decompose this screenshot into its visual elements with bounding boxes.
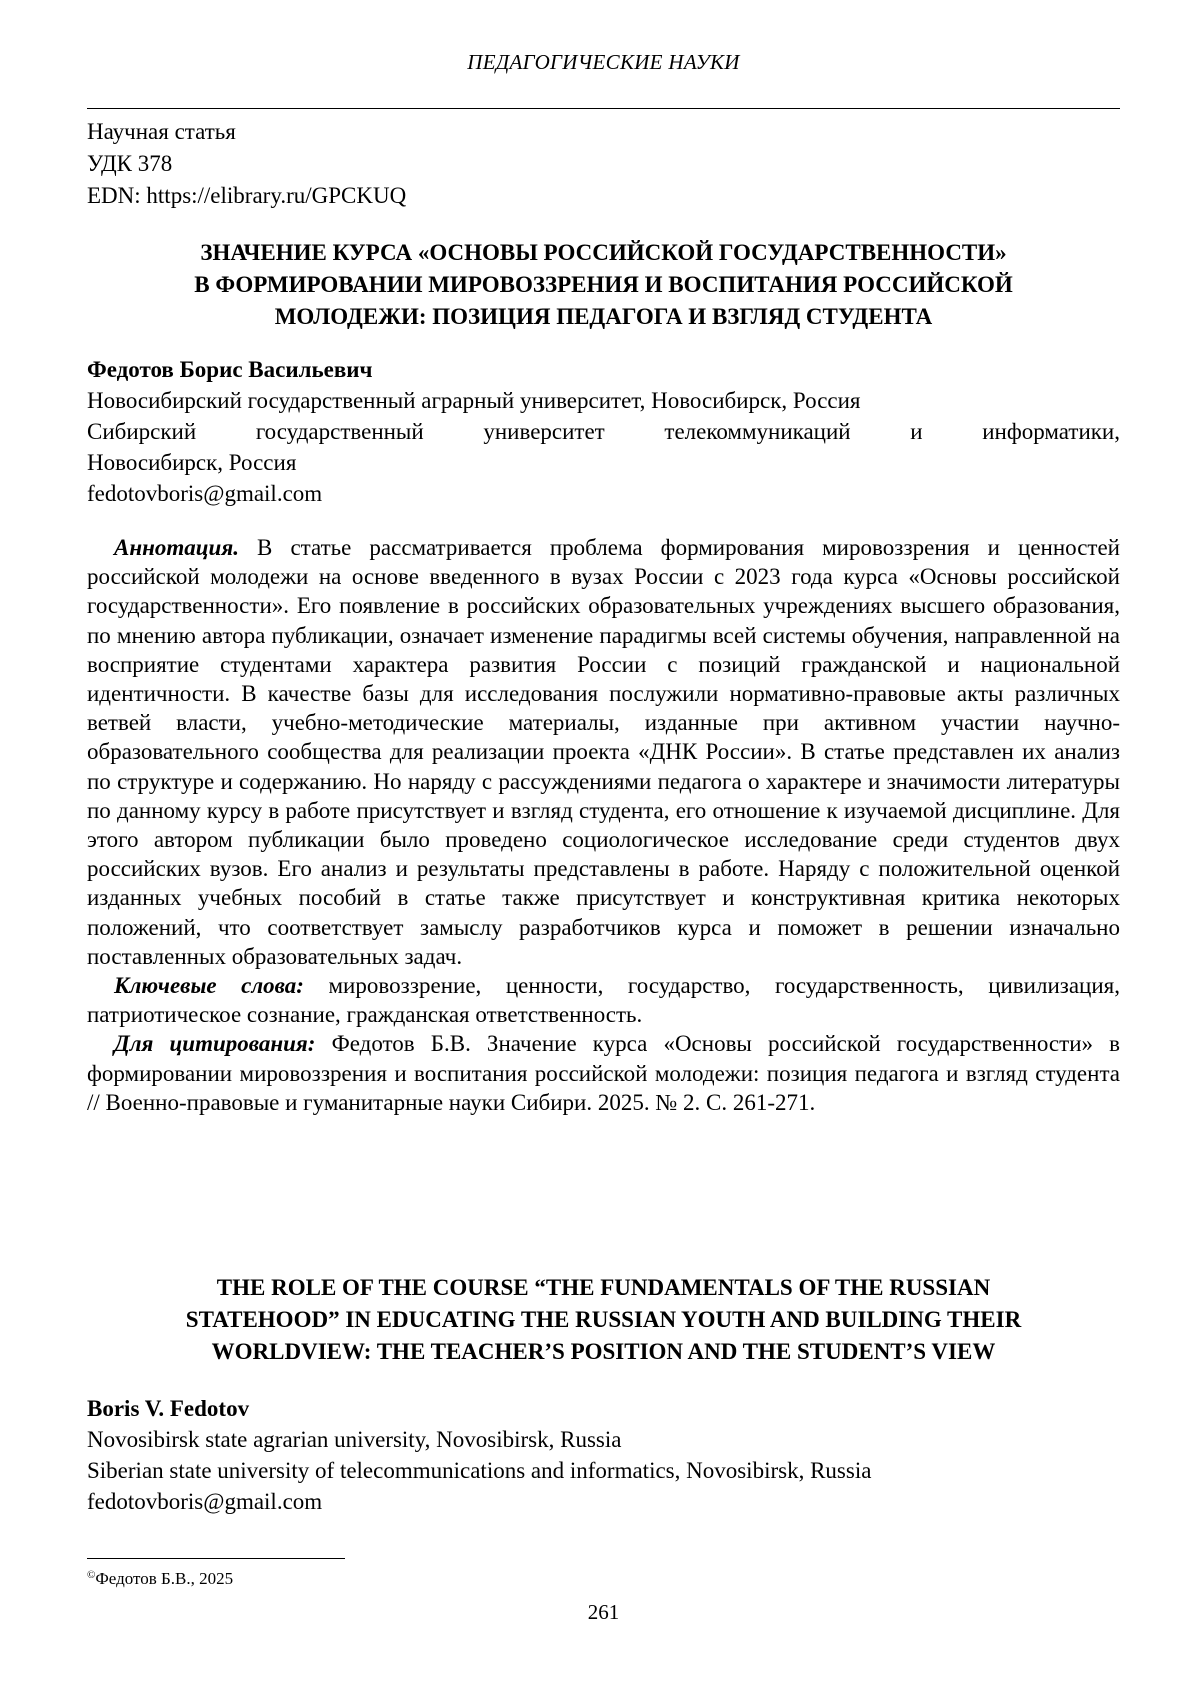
article-title-ru (87, 237, 1120, 333)
author-name-en: Boris V. Fedotov (87, 1396, 250, 1421)
edn-link[interactable]: EDN: https://elibrary.ru/GPCKUQ (87, 183, 407, 208)
citation-text: Федотов Б.В. Значение курса «Основы российской государственности» в формировании мировоззрения и воспитания российской молодежи: позиция педагога и взгляд студента // Военно-правовые и гуманитарные науки Сибири. 2025. № 2. С. 261-271. (87, 1031, 1120, 1115)
article-title-en (87, 1272, 1120, 1368)
title-ru-line: МОЛОДЕЖИ: ПОЗИЦИЯ ПЕДАГОГА И ВЗГЛЯД СТУДЕНТА (274, 304, 933, 329)
keywords-text: мировоззрение, ценности, государство, государственность, цивилизация, патриотическое сознание, гражданская ответственность. (87, 973, 1121, 1028)
affiliation-ru-2-cont: Новосибирск, Россия (87, 450, 297, 475)
page-number: 261 (587, 1600, 620, 1624)
abstract-paragraph (87, 533, 1120, 971)
author-block-ru (87, 354, 1120, 509)
author-name-ru: Федотов Борис Васильевич (87, 357, 373, 382)
copyright-mark: © (87, 1569, 96, 1581)
author-block-en (87, 1393, 1120, 1517)
title-en-line: STATEHOOD” IN EDUCATING THE RUSSIAN YOUTH AND BUILDING THEIR (185, 1307, 1022, 1332)
article-page (87, 0, 1120, 1697)
header-divider (87, 108, 1120, 109)
title-en-line: WORLDVIEW: THE TEACHER’S POSITION AND THE STUDENT’S VIEW (211, 1339, 996, 1364)
footnote-divider (87, 1558, 345, 1559)
article-meta (87, 116, 406, 212)
title-ru-line: В ФОРМИРОВАНИИ МИРОВОЗЗРЕНИЯ И ВОСПИТАНИЯ РОССИЙСКОЙ (194, 272, 1013, 297)
article-type: Научная статья (87, 119, 236, 144)
abstract-text: В статье рассматривается проблема формирования мировоззрения и ценностей российской молодежи на основе введенного в вузах России с 2023 года курса «Основы российской государственности». Его появление в российских образовательных учреждениях высшего образования, по мнению автора публикации, означает изменение парадигмы всей системы обучения, направленной на восприятие студентами характера развития России с позиций гражданской и национальной идентичности. В качестве базы для исследования послужили нормативно-правовые акты различных ветвей власти, учебно-методические материалы, изданные при активном участии научно-образовательного сообщества для реализации проекта «ДНК России». В статье представлен их анализ по структуре и содержанию. Но наряду с рассуждениями педагога о характере и значимости литературы по данному курсу в работе присутствует и взгляд студента, его отношение к изучаемой дисциплине. Для этого автором публикации было проведено социологическое исследование среди студентов двух российских вузов. Его анализ и результаты представлены в работе. Наряду с положительной оценкой изданных учебных пособий в статье также присутствует и конструктивная критика некоторых положений, что соответствует замыслу разработчиков курса и поможет в решении изначально поставленных образовательных задач. (87, 535, 1120, 969)
footnote-text: Федотов Б.В., 2025 (95, 1569, 234, 1588)
udk-code: УДК 378 (87, 151, 173, 176)
keywords-label: Ключевые слова: (114, 973, 304, 999)
title-ru-line: ЗНАЧЕНИЕ КУРСА «ОСНОВЫ РОССИЙСКОЙ ГОСУДАРСТВЕННОСТИ» (200, 240, 1007, 265)
affiliation-en-1: Novosibirsk state agrarian university, Novosibirsk, Russia (87, 1427, 622, 1452)
citation-paragraph (87, 1029, 1120, 1117)
running-head: ПЕДАГОГИЧЕСКИЕ НАУКИ (467, 50, 740, 74)
abstract-label: Аннотация. (114, 535, 239, 560)
affiliation-en-2: Siberian state university of telecommunications and informatics, Novosibirsk, Russia (87, 1458, 872, 1483)
keywords-paragraph (87, 971, 1120, 1029)
abstract-section (87, 533, 1120, 1117)
citation-label: Для цитирования: (114, 1031, 316, 1057)
affiliation-ru-1: Новосибирский государственный аграрный университет, Новосибирск, Россия (87, 388, 861, 413)
author-email-ru[interactable]: fedotovboris@gmail.com (87, 481, 323, 506)
copyright-footnote (87, 1564, 233, 1590)
affiliation-ru-2: Сибирский государственный университет телекоммуникаций и информатики, (87, 419, 1120, 444)
title-en-line: THE ROLE OF THE COURSE “THE FUNDAMENTALS OF THE RUSSIAN (216, 1275, 991, 1300)
author-email-en[interactable]: fedotovboris@gmail.com (87, 1489, 323, 1514)
